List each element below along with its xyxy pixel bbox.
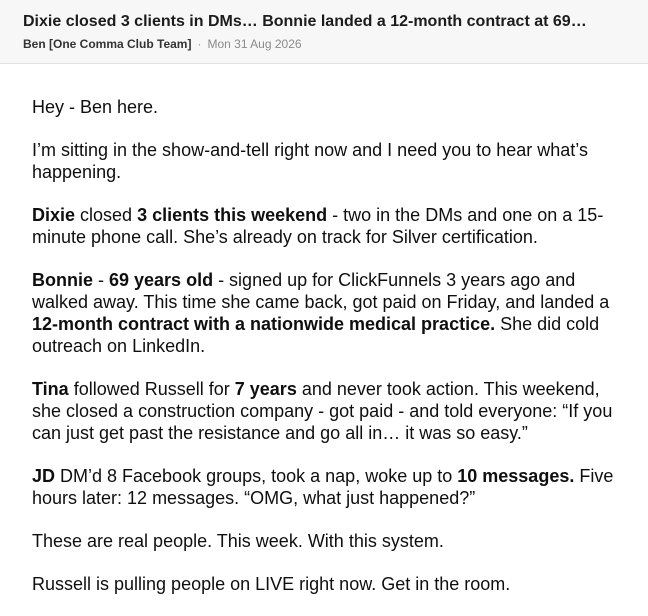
tina-years: 7 years bbox=[234, 379, 297, 399]
email-date: Mon 31 Aug 2026 bbox=[207, 37, 302, 51]
bonnie-age: 69 years old bbox=[109, 270, 214, 290]
meta-separator: · bbox=[197, 37, 202, 51]
dixie-highlight: 3 clients this weekend bbox=[137, 205, 328, 225]
bonnie-name: Bonnie bbox=[32, 270, 93, 290]
dixie-text-1: closed bbox=[75, 205, 138, 225]
email-meta bbox=[23, 37, 302, 51]
tina-text-1: followed Russell for bbox=[68, 379, 235, 399]
intro-paragraph: I’m sitting in the show-and-tell right now and I need you to hear what’s happening. bbox=[32, 140, 588, 182]
tina-text-2: and never took action. This weekend, she closed a construction company - got paid - and told everyone: “If you can just get past the resistance and go all in… it was so easy.” bbox=[32, 379, 613, 443]
dixie-text-2: - two in the DMs and one on a 15-minute phone call. She’s already on track for Silver certification. bbox=[32, 205, 604, 247]
real-people-paragraph: These are real people. This week. With this system. bbox=[32, 531, 444, 551]
bonnie-text-3: She did cold outreach on LinkedIn. bbox=[32, 314, 600, 356]
bonnie-text-2: - signed up for ClickFunnels 3 years ago and walked away. This time she came back, got paid on Friday, and landed a bbox=[32, 270, 610, 312]
bonnie-paragraph bbox=[32, 269, 622, 357]
sender-name[interactable]: Ben [One Comma Club Team] bbox=[23, 37, 192, 51]
jd-messages: 10 messages. bbox=[457, 466, 575, 486]
tina-name: Tina bbox=[32, 379, 69, 399]
jd-name: JD bbox=[32, 466, 56, 486]
live-paragraph: Russell is pulling people on LIVE right now. Get in the room. bbox=[32, 574, 511, 594]
jd-text-1: DM’d 8 Facebook groups, took a nap, woke up to bbox=[55, 466, 458, 486]
jd-text-2: Five hours later: 12 messages. “OMG, what just happened?” bbox=[32, 466, 614, 508]
dixie-paragraph bbox=[32, 204, 622, 248]
bonnie-text-1: - bbox=[93, 270, 109, 290]
dixie-name: Dixie bbox=[32, 205, 76, 225]
tina-paragraph bbox=[32, 378, 622, 444]
email-subject: Dixie closed 3 clients in DMs… Bonnie landed a 12-month contract at 69… bbox=[23, 13, 587, 30]
jd-paragraph bbox=[32, 465, 622, 509]
email-header bbox=[0, 0, 648, 64]
greeting-paragraph: Hey - Ben here. bbox=[32, 97, 159, 117]
email-body bbox=[32, 96, 622, 616]
bonnie-contract: 12-month contract with a nationwide medical practice. bbox=[32, 314, 496, 334]
